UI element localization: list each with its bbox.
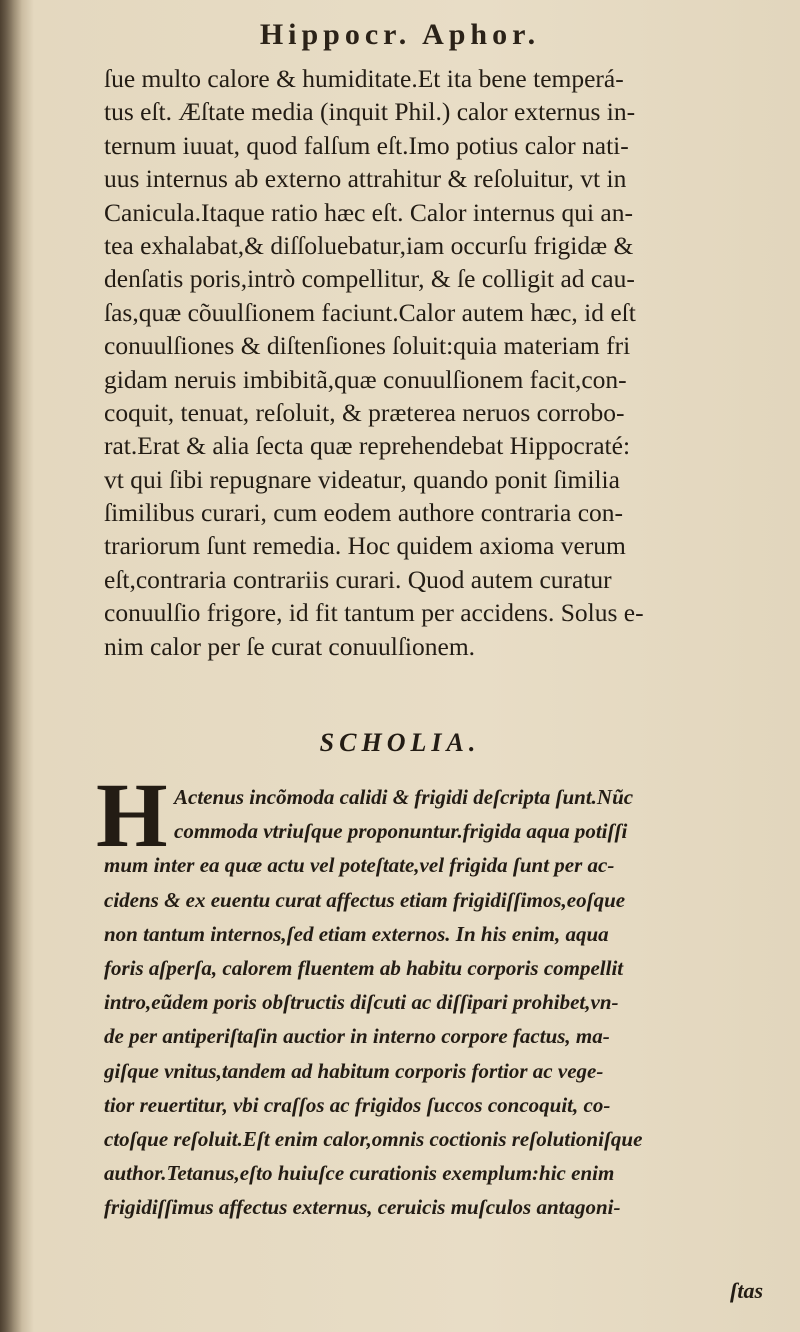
text-line: ſas,quæ cõuulſionem faciunt.Calor autem hæc, id eſt [104,297,636,327]
scholia-line: de per antiperiſtaſin auctior in interno corpore factus, ma- [104,1024,610,1049]
text-line: eſt,contraria contrariis curari. Quod autem curatur [104,564,612,594]
scholia-line: cidens & ex euentu curat affectus etiam frigidiſſimos,eoſque [104,887,626,912]
scholia-line: ctoſque reſoluit.Eſt enim calor,omnis coctionis reſolutioniſque [104,1126,643,1151]
scholia-line: foris aſperſa, calorem fluentem ab habitu corporis compellit [104,955,624,980]
scholia-heading: SCHOLIA. [319,728,481,757]
text-line: Canicula.Itaque ratio hæc eſt. Calor internus qui an- [104,197,633,227]
text-line: rat.Erat & alia ſecta quæ reprehendebat Hippocraté: [104,431,631,461]
scholia-line: intro,eũdem poris obſtructis diſcuti ac diſſipari prohibet,vn- [104,990,619,1015]
text-line: coquit, tenuat, reſoluit, & præterea neruos corrobo- [104,397,625,427]
text-line: ſue multo calore & humiditate.Et ita bene temperá- [104,64,624,93]
scholia-line: non tantum internos,ſed etiam externos. In his enim, aqua [104,921,609,946]
gutter-shadow [0,0,22,1332]
text-line: uus internus ab externo attrahitur & reſoluitur, vt in [104,164,627,194]
scholia-body [104,780,774,1224]
text-line: gidam neruis imbibitã,quæ conuulſionem facit,con- [104,364,627,394]
scholia-line: frigidiſſimus affectus externus, ceruicis muſculos antagoni- [104,1195,621,1220]
text-line: denſatis poris,intrò compellitur, & ſe colligit ad cau- [104,264,635,294]
text-line: nim calor per ſe curat conuulſionem. [104,631,476,661]
text-line: trariorum ſunt remedia. Hoc quidem axioma verum [104,531,626,561]
scholia-line: tior reuertitur, vbi craſſos ac frigidos ſuccos concoquit, co- [104,1092,611,1117]
scholia-line: author.Tetanus,eſto huiuſce curationis exemplum:hic enim [104,1161,615,1186]
text-line: conuulſiones & diſtenſiones ſoluit:quia materiam fri [104,331,631,361]
text-line: tea exhalabat,& diſſoluebatur,iam occurſu frigidæ & [104,230,634,260]
running-head: Hippocr. Aphor. [259,18,541,51]
scholia-line: Actenus incõmoda calidi & frigidi deſcripta ſunt.Nũc [174,785,634,809]
text-line: ſimilibus curari, cum eodem authore contraria con- [104,498,624,528]
aphorism-body [104,62,769,663]
drop-cap: H [96,764,168,866]
text-line: tus eſt. Æſtate media (inquit Phil.) calor externus in- [104,97,636,127]
text-line: conuulſio frigore, id fit tantum per accidens. Solus e- [104,598,644,628]
scholia-line: commoda vtriuſque proponuntur.frigida aqua potiſſi [174,819,628,844]
scholia-line: mum inter ea quæ actu vel poteſtate,vel frigida ſunt per ac- [104,853,615,878]
text-line: ternum iuuat, quod falſum eſt.Imo potius calor nati- [104,130,629,160]
text-line: vt qui ſibi repugnare videatur, quando ponit ſimilia [104,464,620,494]
scholia-line: giſque vnitus,tandem ad habitum corporis fortior ac vege- [104,1058,604,1083]
catchword: ſtas [730,1278,763,1303]
